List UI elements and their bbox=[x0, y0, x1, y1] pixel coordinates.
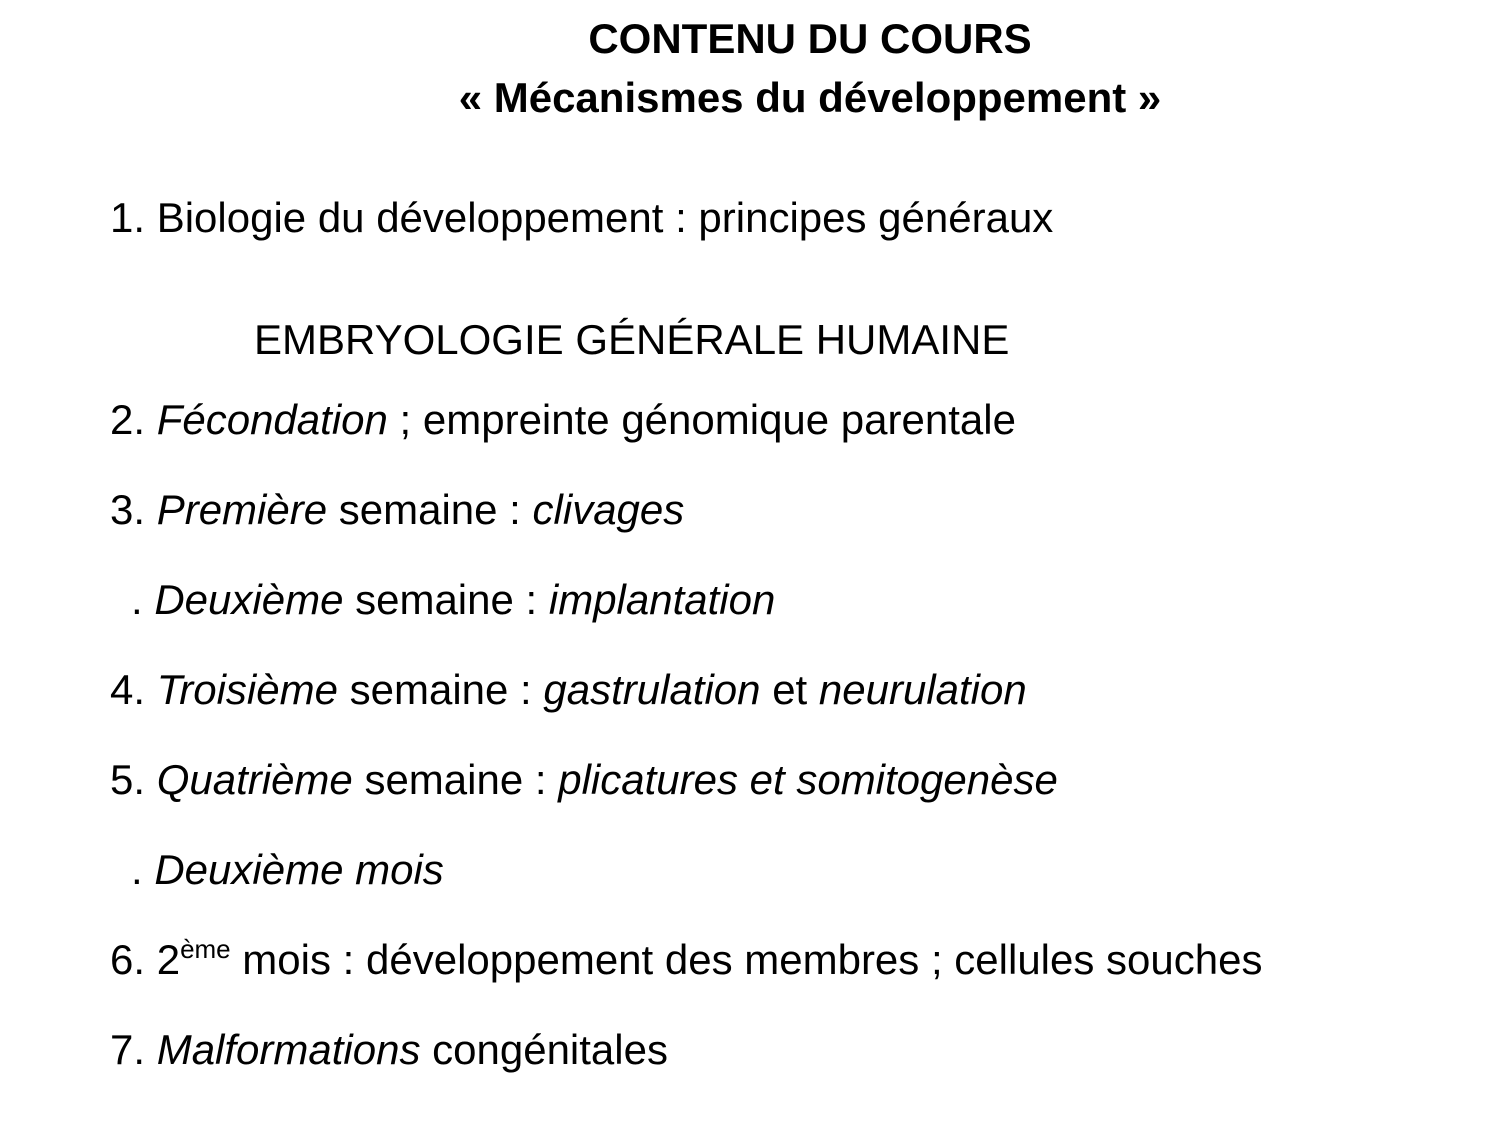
item-italic: Fécondation bbox=[156, 396, 388, 443]
item-italic: Première bbox=[156, 486, 328, 533]
item-italic: Deuxième mois bbox=[154, 846, 444, 893]
item-number: 4. bbox=[110, 666, 157, 713]
item-text: semaine : bbox=[352, 756, 559, 803]
item-italic: Troisième bbox=[156, 666, 338, 713]
item-text: congénitales bbox=[420, 1026, 668, 1073]
item-number: 2. bbox=[110, 396, 157, 443]
list-item-1 bbox=[110, 193, 1053, 243]
list-item-4 bbox=[110, 665, 1027, 715]
item-number: 7. bbox=[110, 1026, 157, 1073]
item-italic: plicatures et somitogenèse bbox=[558, 756, 1058, 803]
list-item-5 bbox=[110, 755, 1058, 805]
item-italic: neurulation bbox=[818, 666, 1027, 713]
item-italic: Quatrième bbox=[156, 756, 353, 803]
item-number: 3. bbox=[110, 486, 157, 533]
item-text: et bbox=[760, 666, 819, 713]
slide-subtitle: « Mécanismes du développement » bbox=[458, 74, 1162, 121]
list-item-2 bbox=[110, 395, 1016, 445]
item-bullet: . bbox=[131, 576, 155, 623]
item-number: 1. bbox=[110, 194, 157, 241]
item-italic: clivages bbox=[532, 486, 685, 533]
list-subitem-month2 bbox=[131, 845, 444, 895]
item-text: semaine : bbox=[337, 666, 544, 713]
item-italic: gastrulation bbox=[543, 666, 761, 713]
item-superscript: ème bbox=[180, 934, 231, 964]
item-number: 5. bbox=[110, 756, 157, 803]
list-item-6 bbox=[110, 935, 1262, 985]
slide-title: CONTENU DU COURS bbox=[588, 15, 1032, 62]
section-heading: EMBRYOLOGIE GÉNÉRALE HUMAINE bbox=[254, 316, 1010, 363]
item-number: 6. 2 bbox=[110, 936, 181, 983]
item-text: mois : développement des membres ; cellules souches bbox=[230, 936, 1263, 983]
item-italic: Deuxième bbox=[154, 576, 344, 623]
list-item-7 bbox=[110, 1025, 668, 1075]
item-text: Biologie du développement : principes généraux bbox=[156, 194, 1054, 241]
list-subitem-week2 bbox=[131, 575, 775, 625]
item-text: ; empreinte génomique parentale bbox=[387, 396, 1016, 443]
list-item-3 bbox=[110, 485, 684, 535]
item-italic: implantation bbox=[548, 576, 776, 623]
item-bullet: . bbox=[131, 846, 155, 893]
item-text: semaine : bbox=[327, 486, 533, 533]
item-text: semaine : bbox=[343, 576, 549, 623]
item-italic: Malformations bbox=[156, 1026, 421, 1073]
